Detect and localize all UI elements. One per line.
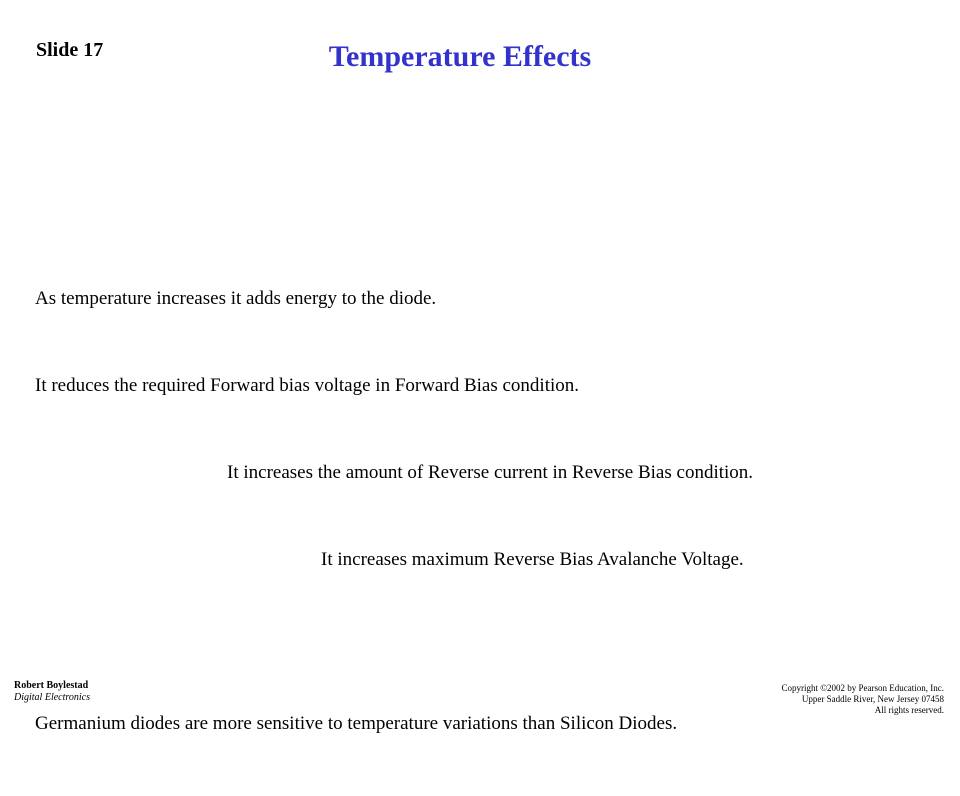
slide-body	[35, 226, 753, 796]
footer-book-title: Digital Electronics	[14, 692, 91, 703]
copyright-line: Copyright ©2002 by Pearson Education, Inc.	[781, 683, 944, 693]
copyright-line: Upper Saddle River, New Jersey 07458	[801, 694, 944, 704]
body-line: It reduces the required Forward bias voltage in Forward Bias condition.	[35, 375, 579, 396]
slide-title: Temperature Effects	[328, 40, 592, 73]
body-line: As temperature increases it adds energy to the diode.	[35, 288, 437, 309]
footer-copyright	[781, 683, 944, 716]
slide-number: Slide 17	[36, 39, 104, 61]
footer-credits	[14, 680, 90, 704]
copyright-line: All rights reserved.	[874, 705, 944, 715]
body-line: Germanium diodes are more sensitive to temperature variations than Silicon Diodes.	[35, 713, 678, 734]
body-line: It increases the amount of Reverse current in Reverse Bias condition.	[227, 462, 754, 483]
body-line: It increases maximum Reverse Bias Avalanche Voltage.	[321, 549, 744, 570]
footer-author: Robert Boylestad	[14, 680, 89, 691]
paragraph-spacer	[35, 632, 753, 651]
